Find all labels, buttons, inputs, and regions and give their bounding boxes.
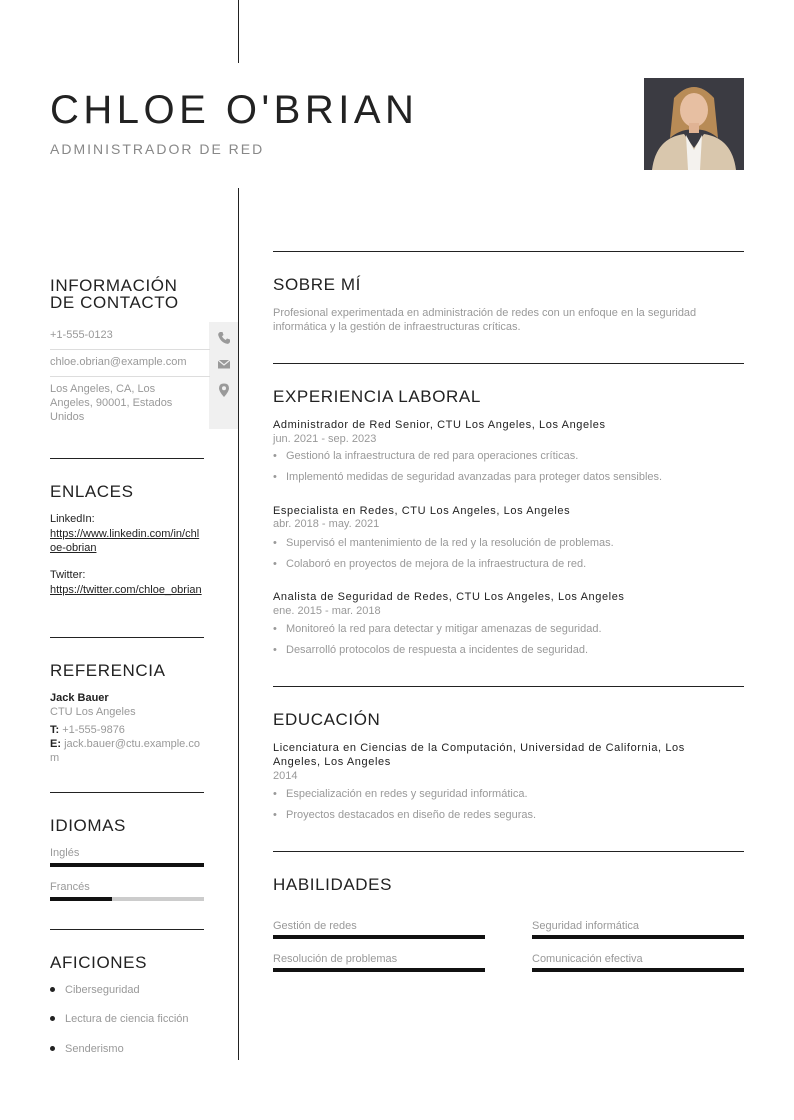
skill-level-fill — [273, 935, 485, 939]
education-year: 2014 — [273, 770, 298, 782]
language-name: Inglés — [50, 847, 80, 859]
twitter-label: Twitter: — [50, 569, 86, 581]
skills-heading: HABILIDADES — [273, 875, 393, 894]
about-heading: SOBRE MÍ — [273, 275, 361, 294]
job-bullet — [273, 537, 744, 549]
language-level-fill — [50, 863, 204, 867]
left-section-divider — [50, 458, 204, 459]
languages-heading: IDIOMAS — [50, 816, 126, 835]
education-bullet — [273, 788, 744, 800]
bullet-dot-icon: • — [273, 558, 277, 570]
profile-photo-image — [644, 78, 744, 170]
job-bullet-text: Gestionó la infraestructura de red para operaciones críticas. — [286, 450, 579, 462]
candidate-name: CHLOE O'BRIAN — [50, 88, 419, 132]
job-bullet — [273, 644, 744, 656]
job-title: Administrador de Red Senior, CTU Los Angeles, Los Angeles — [273, 419, 606, 431]
contact-separator — [50, 376, 210, 377]
reference-company: CTU Los Angeles — [50, 706, 136, 718]
education-bullet — [273, 809, 744, 821]
contact-address: Los Angeles, CA, Los Angeles, 90001, Estados Unidos — [50, 383, 173, 423]
reference-email-label: E: — [50, 738, 61, 750]
job-bullet — [273, 623, 744, 635]
bullet-dot-icon: • — [273, 537, 277, 549]
bullet-dot-icon — [50, 1016, 55, 1021]
education-bullet-text: Proyectos destacados en diseño de redes seguras. — [286, 809, 537, 821]
contact-separator — [50, 349, 210, 350]
hobby-label: Senderismo — [65, 1043, 124, 1055]
skill-level-bar — [273, 935, 485, 939]
profile-photo — [644, 78, 744, 170]
hobby-label: Ciberseguridad — [65, 984, 140, 996]
job-dates: abr. 2018 - may. 2021 — [273, 518, 380, 530]
envelope-icon — [216, 356, 232, 372]
left-section-divider — [50, 792, 204, 793]
skill-level-bar — [532, 935, 744, 939]
reference-heading: REFERENCIA — [50, 661, 166, 680]
links-heading: ENLACES — [50, 482, 134, 501]
skill-label: Resolución de problemas — [273, 953, 398, 965]
bullet-dot-icon: • — [273, 623, 277, 635]
skill-item — [532, 953, 744, 972]
language-level-bar — [50, 897, 204, 901]
column-vertical-divider — [238, 188, 239, 1060]
reference-name: Jack Bauer — [50, 692, 109, 704]
bullet-dot-icon — [50, 987, 55, 992]
job-title: Especialista en Redes, CTU Los Angeles, Los Angeles — [273, 505, 571, 517]
hobby-item — [50, 1013, 189, 1025]
skill-level-fill — [532, 968, 744, 972]
skill-item — [532, 920, 744, 939]
linkedin-label: LinkedIn: — [50, 513, 95, 525]
left-section-divider — [50, 637, 204, 638]
reference-phone — [50, 723, 204, 737]
top-vertical-divider — [238, 0, 239, 63]
hobbies-heading: AFICIONES — [50, 953, 148, 972]
reference-phone-label: T: — [50, 724, 60, 736]
reference-phone-value: +1-555-9876 — [62, 724, 125, 736]
language-level-fill — [50, 897, 112, 901]
skill-item — [273, 953, 485, 972]
skill-level-fill — [532, 935, 744, 939]
bullet-dot-icon: • — [273, 788, 277, 800]
skill-level-fill — [273, 968, 485, 972]
phone-icon — [216, 330, 232, 346]
language-level-bar — [50, 863, 204, 867]
left-section-divider — [50, 929, 204, 930]
experience-heading: EXPERIENCIA LABORAL — [273, 387, 481, 406]
job-bullet-text: Implementó medidas de seguridad avanzadas para proteger datos sensibles. — [286, 471, 663, 483]
right-section-divider — [273, 251, 744, 252]
contact-email: chloe.obrian@example.com — [50, 356, 187, 368]
job-bullet-text: Supervisó el mantenimiento de la red y la resolución de problemas. — [286, 537, 614, 549]
bullet-dot-icon: • — [273, 471, 277, 483]
candidate-title: ADMINISTRADOR DE RED — [50, 141, 265, 157]
reference-email — [50, 737, 204, 765]
right-section-divider — [273, 363, 744, 364]
location-pin-icon — [216, 382, 232, 398]
job-dates: jun. 2021 - sep. 2023 — [273, 433, 377, 445]
job-bullet — [273, 558, 744, 570]
job-bullet — [273, 471, 744, 483]
hobby-item — [50, 1043, 124, 1055]
skill-level-bar — [532, 968, 744, 972]
right-section-divider — [273, 851, 744, 852]
job-bullet-text: Colaboró en proyectos de mejora de la infraestructura de red. — [286, 558, 587, 570]
reference-email-value: jack.bauer@ctu.example.com — [50, 738, 200, 764]
job-title: Analista de Seguridad de Redes, CTU Los Angeles, Los Angeles — [273, 591, 625, 603]
job-dates: ene. 2015 - mar. 2018 — [273, 605, 381, 617]
linkedin-link[interactable]: https://www.linkedin.com/in/chloe-obrian — [50, 528, 200, 554]
skill-label: Seguridad informática — [532, 920, 640, 932]
skill-level-bar — [273, 968, 485, 972]
job-bullet-text: Desarrolló protocolos de respuesta a incidentes de seguridad. — [286, 644, 589, 656]
language-name: Francés — [50, 881, 90, 893]
bullet-dot-icon — [50, 1046, 55, 1051]
job-bullet-text: Monitoreó la red para detectar y mitigar amenazas de seguridad. — [286, 623, 602, 635]
contact-phone: +1-555-0123 — [50, 329, 113, 341]
bullet-dot-icon: • — [273, 644, 277, 656]
skill-item — [273, 920, 485, 939]
hobby-label: Lectura de ciencia ficción — [65, 1013, 189, 1025]
education-degree: Licenciatura en Ciencias de la Computación, Universidad de California, Los Angeles, Los Angeles — [273, 742, 685, 768]
bullet-dot-icon: • — [273, 450, 277, 462]
contact-heading-line2: DE CONTACTO — [50, 293, 179, 312]
contact-heading-line1: INFORMACIÓN — [50, 276, 178, 295]
about-text: Profesional experimentada en administración de redes con un enfoque en la seguridad informática y la gestión de infraestructuras críticas. — [273, 307, 697, 333]
twitter-link[interactable]: https://twitter.com/chloe_obrian — [50, 584, 202, 596]
bullet-dot-icon: • — [273, 809, 277, 821]
job-bullet — [273, 450, 744, 462]
education-bullet-text: Especialización en redes y seguridad informática. — [286, 788, 528, 800]
contact-heading — [50, 277, 179, 311]
skill-label: Comunicación efectiva — [532, 953, 643, 965]
skill-label: Gestión de redes — [273, 920, 357, 932]
hobby-item — [50, 984, 140, 996]
right-section-divider — [273, 686, 744, 687]
education-heading: EDUCACIÓN — [273, 710, 381, 729]
